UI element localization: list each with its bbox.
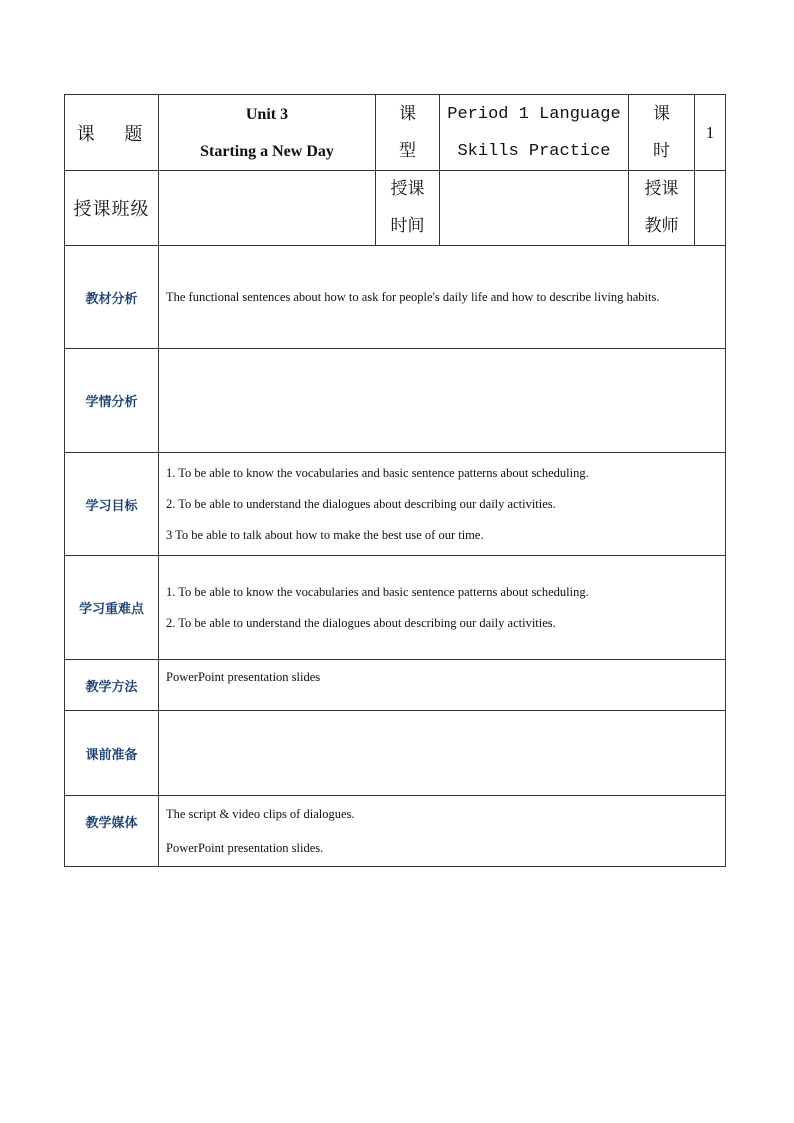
class-label: 授课班级 (73, 199, 150, 220)
key-point-item: 1. To be able to know the vocabularies and basic sentence patterns about scheduling. (166, 584, 589, 599)
teacher-value (695, 171, 726, 246)
key-points-row (65, 556, 726, 660)
preparation-label: 课前准备 (65, 711, 159, 796)
type-label-cell (376, 95, 440, 171)
media-item: The script & video clips of dialogues. (166, 807, 355, 821)
hours-value: 1 (695, 95, 726, 171)
objectives-row (65, 453, 726, 556)
hours-label-cell (629, 95, 695, 171)
learner-text (159, 349, 726, 453)
class-info-row (65, 171, 726, 246)
teacher-label-cell (629, 171, 695, 246)
method-label: 教学方法 (65, 660, 159, 711)
period-line-2: Skills Practice (457, 141, 611, 161)
unit-title-cell (159, 95, 376, 171)
unit-title: Starting a New Day (200, 142, 334, 160)
period-line-1: Period 1 Language (447, 104, 621, 124)
lesson-plan-table (64, 94, 726, 867)
time-label-cell (376, 171, 440, 246)
teacher-label-line-2: 教师 (644, 216, 679, 236)
media-row (65, 796, 726, 867)
preparation-text (159, 711, 726, 796)
header-row (65, 95, 726, 171)
teacher-label-line-1: 授课 (644, 179, 679, 199)
learner-row (65, 349, 726, 453)
key-points-label: 学习重难点 (65, 556, 159, 660)
period-cell (440, 95, 629, 171)
method-row (65, 660, 726, 711)
objectives-content (159, 453, 726, 556)
material-row (65, 246, 726, 349)
media-label: 教学媒体 (65, 796, 159, 867)
hours-label-char-2: 时 (653, 140, 670, 161)
key-point-item: 2. To be able to understand the dialogues about describing our daily activities. (166, 615, 556, 630)
unit-number: Unit 3 (245, 105, 289, 123)
objective-item: 2. To be able to understand the dialogues about describing our daily activities. (166, 496, 556, 511)
key-points-content (159, 556, 726, 660)
material-label: 教材分析 (65, 246, 159, 349)
class-value (159, 171, 376, 246)
method-text: PowerPoint presentation slides (159, 660, 726, 711)
media-content (159, 796, 726, 867)
type-label-char-2: 型 (399, 140, 416, 161)
preparation-row (65, 711, 726, 796)
time-value (440, 171, 629, 246)
objectives-label: 学习目标 (65, 453, 159, 556)
objective-item: 3 To be able to talk about how to make the best use of our time. (166, 527, 484, 542)
learner-label: 学情分析 (65, 349, 159, 453)
objective-item: 1. To be able to know the vocabularies and basic sentence patterns about scheduling. (166, 465, 589, 480)
class-label-cell (65, 171, 159, 246)
topic-label: 课 题 (76, 123, 155, 145)
time-label-line-2: 时间 (390, 216, 425, 236)
type-label-char-1: 课 (399, 103, 416, 124)
time-label-line-1: 授课 (390, 179, 425, 199)
hours-label-char-1: 课 (653, 103, 670, 124)
media-item: PowerPoint presentation slides. (166, 841, 324, 855)
topic-label-cell (65, 95, 159, 171)
material-text: The functional sentences about how to ask for people's daily life and how to describe living habits. (159, 246, 726, 349)
